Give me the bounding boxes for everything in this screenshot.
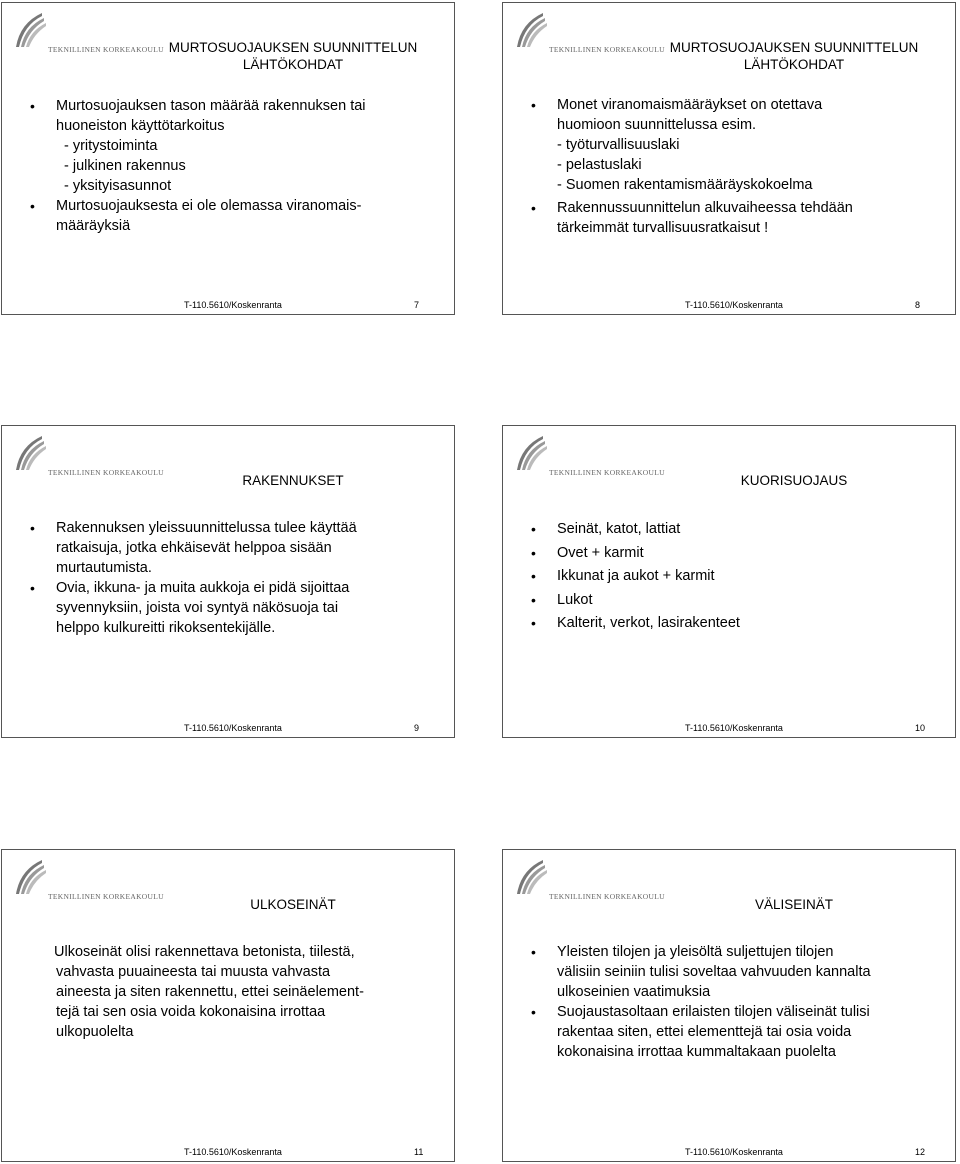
text-line: helppo kulkureitti rikoksentekijälle. (56, 620, 276, 636)
slide-body (24, 518, 434, 638)
slide-body (525, 942, 935, 1062)
logo-icon (513, 856, 553, 896)
slide-title: KUORISUOJAUS (740, 473, 848, 488)
logo-text: TEKNILLINEN KORKEAKOULU (48, 45, 164, 54)
text-line: ratkaisuja, jotka ehkäisevät helppoa sisään (56, 540, 332, 556)
slide-title: MURTOSUOJAUKSEN SUUNNITTELUN LÄHTÖKOHDAT (168, 40, 418, 72)
university-logo (12, 432, 164, 477)
slide-body (525, 95, 935, 238)
text-line: ulkoseinien vaatimuksia (557, 984, 711, 1000)
bullet-icon: • (531, 944, 536, 960)
logo-text: TEKNILLINEN KORKEAKOULU (549, 468, 665, 477)
slide-body (24, 942, 434, 1042)
sub-item: - julkinen rakennus (64, 158, 186, 174)
slide-9 (1, 425, 455, 738)
university-logo (12, 9, 164, 54)
slide-title: MURTOSUOJAUKSEN SUUNNITTELUN LÄHTÖKOHDAT (669, 40, 919, 72)
bullet-item: • Rakennuksen yleissuunnittelussa tulee käyttää (30, 520, 357, 536)
bullet-item: • Seinät, katot, lattiat (525, 518, 935, 542)
logo-icon (513, 432, 553, 472)
text-line: rakentaa siten, ettei elementtejä tai osia voida (557, 1024, 852, 1040)
bullet-item: • Ikkunat ja aukot + karmit (525, 565, 935, 589)
slide-body (525, 518, 935, 636)
footer-page-number: 8 (915, 300, 921, 310)
footer-course: T-110.5610/Koskenranta (184, 300, 282, 310)
bullet-icon: • (531, 97, 536, 113)
slide-title: ULKOSEINÄT (250, 897, 336, 912)
logo-text: TEKNILLINEN KORKEAKOULU (48, 468, 164, 477)
bullet-icon: • (30, 580, 35, 596)
slide-10 (502, 425, 956, 738)
bullet-item: • Yleisten tilojen ja yleisöltä suljettujen tilojen (531, 944, 834, 960)
text-line: syvennyksiin, joista voi syntyä näkösuoja tai (56, 600, 339, 616)
text-line: huoneiston käyttötarkoitus (56, 118, 225, 134)
slide-8 (502, 2, 956, 315)
slide-7 (1, 2, 455, 315)
text-line: välisiin seiniin tulisi soveltaa vahvuuden kannalta (557, 964, 871, 980)
footer-page-number: 7 (414, 300, 420, 310)
logo-icon (12, 856, 52, 896)
footer-course: T-110.5610/Koskenranta (685, 1147, 783, 1157)
text-line: tejä tai sen osia voida kokonaisina irrottaa (56, 1004, 326, 1020)
sub-item: - Suomen rakentamismääräyskokoelma (557, 177, 813, 193)
sub-item: - yritystoiminta (64, 138, 158, 154)
bullet-icon: • (531, 615, 536, 631)
footer-course: T-110.5610/Koskenranta (184, 723, 282, 733)
text-line: määräyksiä (56, 218, 131, 234)
slide-11 (1, 849, 455, 1162)
logo-icon (513, 9, 553, 49)
bullet-item: • Murtosuojauksesta ei ole olemassa viranomais- (30, 198, 362, 214)
bullet-item: • Suojaustasoltaan erilaisten tilojen väliseinät tulisi (531, 1004, 870, 1020)
bullet-icon: • (30, 198, 35, 214)
slide-12 (502, 849, 956, 1162)
footer-course: T-110.5610/Koskenranta (184, 1147, 282, 1157)
logo-text: TEKNILLINEN KORKEAKOULU (549, 45, 665, 54)
footer-page-number: 11 (414, 1147, 424, 1157)
bullet-icon: • (531, 591, 536, 608)
bullet-icon: • (531, 200, 536, 216)
bullet-icon: • (531, 1004, 536, 1020)
footer-page-number: 12 (915, 1147, 926, 1157)
bullet-icon: • (30, 98, 35, 114)
text-line: vahvasta puuaineesta tai muusta vahvasta (56, 964, 331, 980)
footer-page-number: 9 (414, 723, 420, 733)
sub-item: - pelastuslaki (557, 157, 642, 173)
bullet-item: • Kalterit, verkot, lasirakenteet (525, 612, 935, 636)
bullet-item: • Ovia, ikkuna- ja muita aukkoja ei pidä sijoittaa (30, 580, 350, 596)
bullet-icon: • (531, 568, 536, 584)
text-line: ulkopuolelta (56, 1024, 134, 1040)
text-line: murtautumista. (56, 560, 152, 576)
bullet-item: • Murtosuojauksen tason määrää rakennuksen tai (30, 98, 366, 114)
slide-body (24, 96, 434, 236)
sub-item: - työturvallisuuslaki (557, 137, 680, 153)
university-logo (513, 856, 665, 901)
bullet-item: • Lukot (525, 589, 935, 613)
bullet-item: • Rakennussuunnittelun alkuvaiheessa tehdään (531, 200, 853, 216)
university-logo (12, 856, 164, 901)
sub-item: - yksityisasunnot (64, 178, 172, 194)
text-line: huomioon suunnittelussa esim. (557, 117, 757, 133)
bullet-icon: • (531, 544, 536, 561)
logo-text: TEKNILLINEN KORKEAKOULU (549, 892, 665, 901)
text-line: tärkeimmät turvallisuusratkaisut ! (557, 220, 769, 236)
bullet-icon: • (531, 521, 536, 537)
bullet-icon: • (30, 520, 35, 536)
text-line: aineesta ja siten rakennettu, ettei seinäelement- (56, 984, 364, 1000)
bullet-item: • Ovet + karmit (525, 542, 935, 566)
university-logo (513, 432, 665, 477)
footer-course: T-110.5610/Koskenranta (685, 723, 783, 733)
university-logo (513, 9, 665, 54)
slide-title: VÄLISEINÄT (754, 897, 834, 912)
text-line: kokonaisina irrottaa kummaltakaan puolelta (557, 1044, 836, 1060)
logo-icon (12, 432, 52, 472)
bullet-item: • Monet viranomaismääräykset on otettava (531, 97, 823, 113)
footer-course: T-110.5610/Koskenranta (685, 300, 783, 310)
logo-icon (12, 9, 52, 49)
slide-title: RAKENNUKSET (242, 473, 344, 488)
footer-page-number: 10 (915, 723, 926, 733)
logo-text: TEKNILLINEN KORKEAKOULU (48, 892, 164, 901)
text-line: Ulkoseinät olisi rakennettava betonista, tiilestä, (54, 944, 355, 960)
